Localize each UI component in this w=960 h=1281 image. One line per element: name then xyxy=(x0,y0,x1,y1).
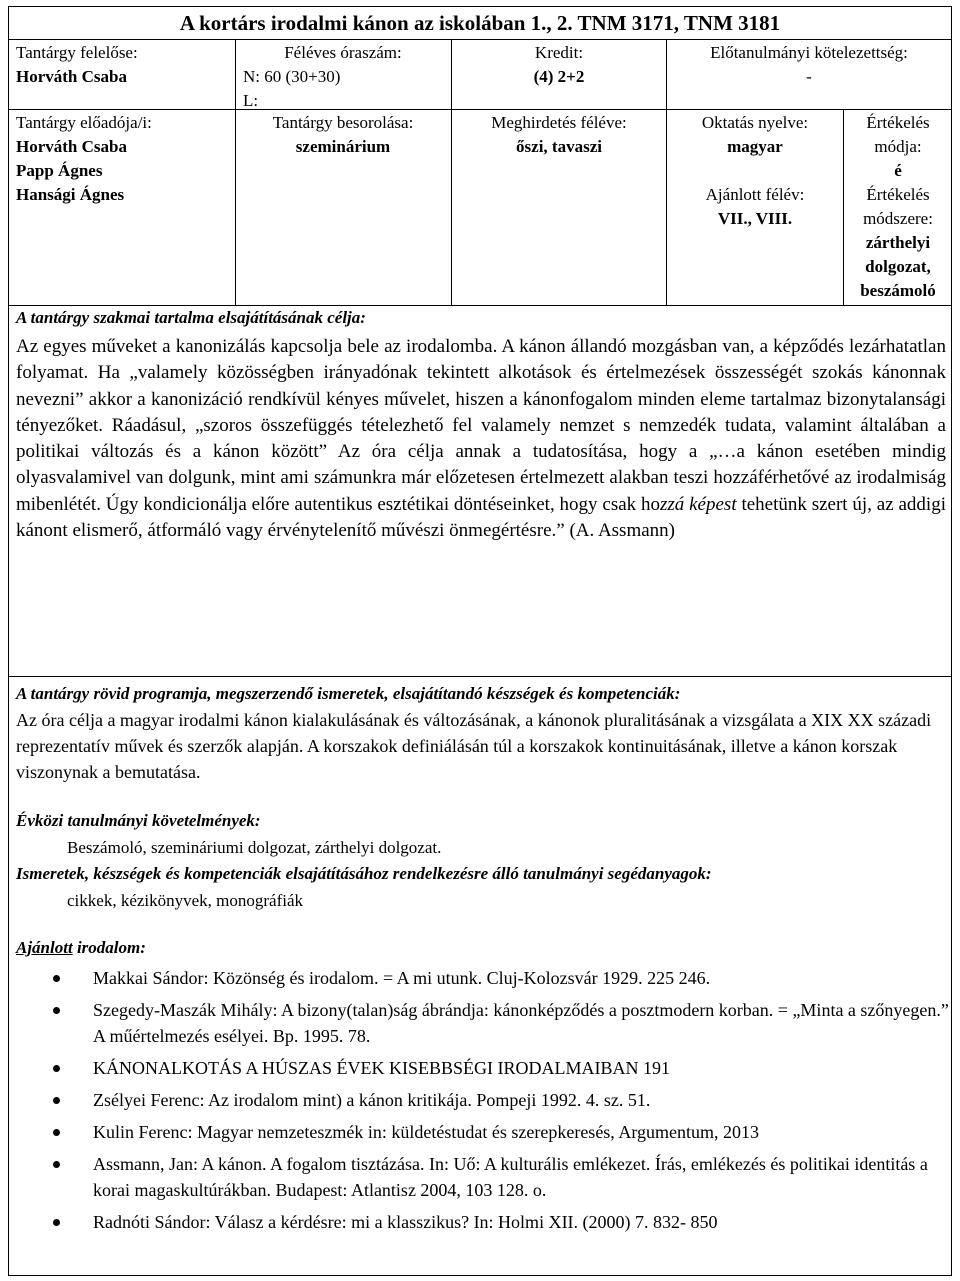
grid-divider xyxy=(235,109,236,305)
bullet-icon xyxy=(53,1161,60,1168)
bullet-icon xyxy=(53,975,60,982)
grid-divider xyxy=(451,39,452,109)
ertekeles-value: é xyxy=(894,161,902,180)
grid-divider xyxy=(451,109,452,305)
cel-text-italic: zzá képest xyxy=(660,493,737,515)
bullet-icon xyxy=(53,1129,60,1136)
evkozi-heading: Évközi tanulmányi követelmények: xyxy=(16,811,261,830)
eloado-name: Horváth Csaba xyxy=(16,137,127,156)
bullet-icon xyxy=(53,1097,60,1104)
ertekeles-label: Értékelés xyxy=(866,113,930,132)
segedanyag-text: cikkek, kézikönyvek, monográfiák xyxy=(67,891,304,910)
besorolas-label: Tantárgy besorolása: xyxy=(272,113,414,132)
meghirdetes-value: őszi, tavaszi xyxy=(516,137,602,156)
grid-divider xyxy=(235,39,236,109)
oraszam-cell xyxy=(237,41,449,113)
eloado-cell xyxy=(16,111,231,207)
felelos-label: Tantárgy felelőse: xyxy=(16,43,138,62)
reference-text: Szegedy-Maszák Mihály: A bizony(talan)ság ábrándja: kánonképződés a posztmodern korban. = „Minta a szőnyegen.” A műértelmezés esélyei. Bp. 1995. 78. xyxy=(93,1000,949,1046)
segedanyag-heading: Ismeretek, készségek és kompetenciák elsajátításához rendelkezésre álló tanulmányi segédanyagok: xyxy=(16,864,712,883)
elotanulmanyi-cell xyxy=(668,41,950,89)
kredit-label: Kredit: xyxy=(534,43,584,62)
modszer-value: zárthelyi xyxy=(865,233,931,252)
eloado-label: Tantárgy előadója/i: xyxy=(16,113,152,132)
reference-item xyxy=(69,997,949,1049)
reference-text: Assmann, Jan: A kánon. A fogalom tisztázása. In: Uő: A kulturális emlékezet. Írás, emlékezés és politikai identitás a korai magaskultúrákban. Budapest: Atlantisz 2004, 103 128. o. xyxy=(93,1154,928,1200)
elotanulmanyi-value: - xyxy=(806,67,812,86)
bullet-icon xyxy=(53,1219,60,1226)
ertekeles-cell xyxy=(845,111,951,303)
program-text: Az óra célja a magyar irodalmi kánon kialakulásának és változásának, a kánonok pluralitásának a vizsgálata a XIX XX századi reprezentatív művek és szerzők alapján. A korszakok definiálásán túl a korszakok kontinuitásának, illetve a kánon korszak viszonynak a bemutatása. xyxy=(16,710,932,782)
irodalom-heading xyxy=(16,937,146,959)
reference-text: Zsélyei Ferenc: Az irodalom mint) a kánon kritikája. Pompeji 1992. 4. sz. 51. xyxy=(93,1090,651,1110)
modszer-label: Értékelés xyxy=(866,185,930,204)
grid-divider xyxy=(666,39,667,109)
felelos-cell xyxy=(16,41,231,89)
kredit-value: (4) 2+2 xyxy=(533,67,585,86)
oraszam-l: L: xyxy=(243,91,259,110)
cel-heading: A tantárgy szakmai tartalma elsajátításának célja: xyxy=(16,308,366,327)
oraszam-label: Féléves óraszám: xyxy=(284,43,402,62)
irodalom-heading-rest: irodalom: xyxy=(72,938,146,957)
eloado-name: Papp Ágnes xyxy=(16,161,103,180)
nyelv-cell xyxy=(668,111,842,231)
ertekeles-label: módja: xyxy=(874,137,922,156)
reference-text: KÁNONALKOTÁS A HÚSZAS ÉVEK KISEBBSÉGI IRODALMAIBAN 191 xyxy=(93,1058,671,1078)
reference-item xyxy=(69,1119,949,1145)
modszer-label: módszere: xyxy=(863,209,933,228)
besorolas-value: szeminárium xyxy=(295,137,391,156)
meghirdetes-cell xyxy=(453,111,665,159)
reference-text: Radnóti Sándor: Válasz a kérdésre: mi a klasszikus? In: Holmi XII. (2000) 7. 832- 850 xyxy=(93,1212,718,1232)
program-heading: A tantárgy rövid programja, megszerzendő ismeretek, elsajátítandó készségek és kompetenciák: xyxy=(16,684,681,703)
reference-item xyxy=(69,965,949,991)
nyelv-value: magyar xyxy=(727,137,783,156)
reference-item xyxy=(69,1209,949,1235)
ajanlott-label: Ajánlott félév: xyxy=(705,185,805,204)
bullet-icon xyxy=(53,1065,60,1072)
reference-text: Makkai Sándor: Közönség és irodalom. = A mi utunk. Cluj-Kolozsvár 1929. 225 246. xyxy=(93,968,711,988)
modszer-value: dolgozat, xyxy=(865,257,931,276)
cel-text-end: tehetünk szert új, az addigi kánont elismerő, átformáló vagy érvénytelenítő művészi önmegértésre.” (A. Assmann) xyxy=(16,493,946,542)
grid-divider xyxy=(9,305,951,306)
kredit-cell xyxy=(453,41,665,89)
bullet-icon xyxy=(53,1007,60,1014)
evkozi-text: Beszámoló, szemináriumi dolgozat, zárthelyi dolgozat. xyxy=(67,838,442,857)
document-title: A kortárs irodalmi kánon az iskolában 1., 2. TNM 3171, TNM 3181 xyxy=(9,7,951,40)
nyelv-label: Oktatás nyelve: xyxy=(701,113,809,132)
reference-list xyxy=(69,965,949,1241)
grid-divider xyxy=(666,109,667,305)
reference-item xyxy=(69,1055,949,1081)
ajanlott-value: VII., VIII. xyxy=(717,209,793,228)
reference-text: Kulin Ferenc: Magyar nemzeteszmék in: küldetéstudat és szerepkeresés, Argumentum, 2013 xyxy=(93,1122,759,1142)
modszer-value: beszámoló xyxy=(860,281,936,300)
reference-item xyxy=(69,1151,949,1203)
cel-text xyxy=(16,334,946,544)
eloado-name: Hansági Ágnes xyxy=(16,185,125,204)
oraszam-n: N: 60 (30+30) xyxy=(243,67,341,86)
meghirdetes-label: Meghirdetés féléve: xyxy=(491,113,627,132)
besorolas-cell xyxy=(237,111,449,159)
reference-item xyxy=(69,1087,949,1113)
section-divider xyxy=(9,676,951,677)
irodalom-heading-underlined: Ajánlott xyxy=(16,938,73,957)
felelos-value: Horváth Csaba xyxy=(16,67,127,86)
cel-text-main: Az egyes műveket a kanonizálás kapcsolja bele az irodalomba. A kánon állandó mozgásban van, a képződés lezárhatatlan folyamat. Ha „valamely közösségben irányadónak tekintett alkotások és értelmezések összességét szokás kánonnak nevezni” akkor a kanonizáció rendkívül kényes művelet, hiszen a kánonfogalom minden eleme tartalmaz bizonytalansági tényezőket. Ráadásul, „szoros összefüggés tételezhető fel valamely nemzet s nemzedék tudata, valamint általában a politikai változás és a kánon között” Az óra célja annak a tudatosítása, hogy a „…a kánon esetében mindig olyasvalamivel van dolgunk, mint ami számunkra már előzetesen értelmezett alakban teszi hozzáférhetővé az irodalmiság mibenlétét. Úgy kondicionálja előre autentikus esztétikai döntéseinket, hogy csak ho xyxy=(16,336,946,515)
grid-divider xyxy=(843,109,844,305)
elotanulmanyi-label: Előtanulmányi kötelezettség: xyxy=(710,43,908,62)
document-page xyxy=(8,6,952,1276)
grid-divider xyxy=(9,109,951,110)
